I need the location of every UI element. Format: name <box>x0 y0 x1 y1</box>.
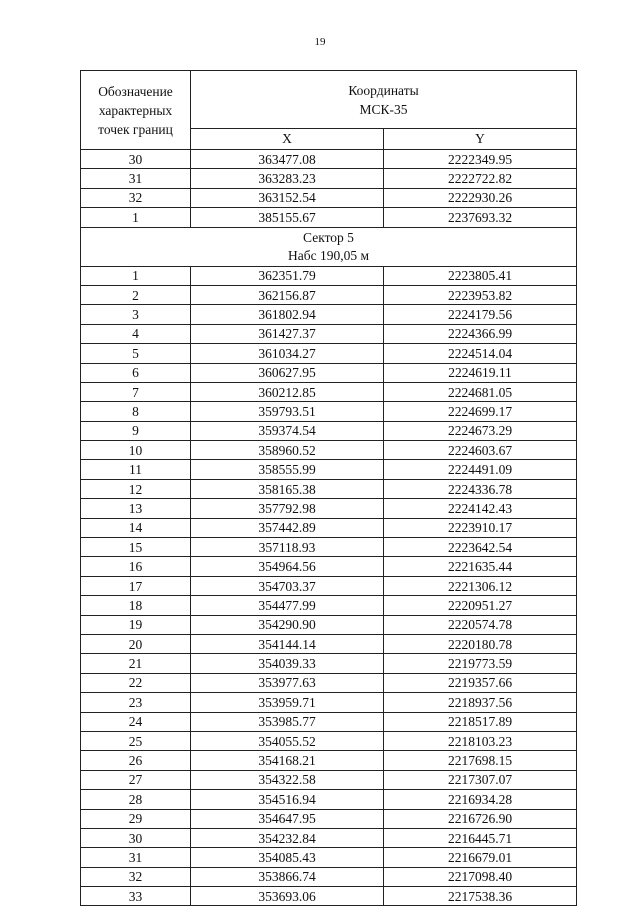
x-coordinate-cell: 357442.89 <box>191 518 384 537</box>
x-coordinate-cell: 354322.58 <box>191 770 384 789</box>
y-coordinate-cell: 2224619.11 <box>384 363 577 382</box>
x-coordinate-cell: 357792.98 <box>191 499 384 518</box>
table-row <box>81 712 577 731</box>
y-coordinate-cell: 2217307.07 <box>384 770 577 789</box>
point-number-cell: 16 <box>81 557 191 576</box>
y-coordinate-cell: 2221306.12 <box>384 576 577 595</box>
table-row <box>81 770 577 789</box>
x-coordinate-cell: 363152.54 <box>191 188 384 207</box>
point-number-cell: 31 <box>81 848 191 867</box>
table-row <box>81 363 577 382</box>
point-number-cell: 32 <box>81 188 191 207</box>
y-coordinate-cell: 2224699.17 <box>384 402 577 421</box>
x-coordinate-cell: 354647.95 <box>191 809 384 828</box>
sector-subtitle: Набс 190,05 м <box>287 247 370 263</box>
x-column-header: X <box>191 129 384 150</box>
point-number-cell: 1 <box>81 266 191 285</box>
x-coordinate-cell: 354964.56 <box>191 557 384 576</box>
y-coordinate-cell: 2217098.40 <box>384 867 577 886</box>
coordinates-table <box>80 70 577 906</box>
y-coordinate-cell: 2220574.78 <box>384 615 577 634</box>
point-number-cell: 26 <box>81 751 191 770</box>
y-coordinate-cell: 2224142.43 <box>384 499 577 518</box>
rows-before-sector <box>81 150 577 228</box>
table-row <box>81 867 577 886</box>
table-row <box>81 731 577 750</box>
point-number-cell: 6 <box>81 363 191 382</box>
table-row <box>81 208 577 227</box>
x-coordinate-cell: 362156.87 <box>191 285 384 304</box>
sector-row <box>81 227 577 266</box>
y-coordinate-cell: 2216934.28 <box>384 790 577 809</box>
x-coordinate-cell: 362351.79 <box>191 266 384 285</box>
table-row <box>81 557 577 576</box>
table-header <box>81 71 577 150</box>
table-row <box>81 693 577 712</box>
y-coordinate-cell: 2223642.54 <box>384 538 577 557</box>
x-coordinate-cell: 361802.94 <box>191 305 384 324</box>
y-coordinate-cell: 2223805.41 <box>384 266 577 285</box>
table-row <box>81 266 577 285</box>
x-coordinate-cell: 360212.85 <box>191 382 384 401</box>
y-coordinate-cell: 2222930.26 <box>384 188 577 207</box>
y-coordinate-cell: 2223953.82 <box>384 285 577 304</box>
y-coordinate-cell: 2224336.78 <box>384 479 577 498</box>
table-row <box>81 150 577 169</box>
sector-title: Сектор 5 <box>303 229 354 245</box>
point-number-cell: 20 <box>81 634 191 653</box>
x-coordinate-cell: 361034.27 <box>191 344 384 363</box>
point-number-cell: 24 <box>81 712 191 731</box>
x-coordinate-cell: 358165.38 <box>191 479 384 498</box>
table-row <box>81 848 577 867</box>
point-number-cell: 13 <box>81 499 191 518</box>
y-coordinate-cell: 2221635.44 <box>384 557 577 576</box>
table-row <box>81 518 577 537</box>
point-number-cell: 29 <box>81 809 191 828</box>
x-coordinate-cell: 363477.08 <box>191 150 384 169</box>
point-number-cell: 15 <box>81 538 191 557</box>
x-coordinate-cell: 358555.99 <box>191 460 384 479</box>
table-row <box>81 441 577 460</box>
table-row <box>81 809 577 828</box>
point-number-cell: 8 <box>81 402 191 421</box>
page-number: 19 <box>314 36 326 48</box>
point-number-cell: 10 <box>81 441 191 460</box>
y-coordinate-cell: 2218517.89 <box>384 712 577 731</box>
point-number-cell: 9 <box>81 421 191 440</box>
y-coordinate-cell: 2222349.95 <box>384 150 577 169</box>
point-number-cell: 28 <box>81 790 191 809</box>
point-number-cell: 5 <box>81 344 191 363</box>
x-coordinate-cell: 353959.71 <box>191 693 384 712</box>
x-coordinate-cell: 359793.51 <box>191 402 384 421</box>
point-label-line-2: характерных <box>98 102 173 118</box>
table-row <box>81 790 577 809</box>
point-number-cell: 32 <box>81 867 191 886</box>
table-row <box>81 344 577 363</box>
y-coordinate-cell: 2224673.29 <box>384 421 577 440</box>
x-coordinate-cell: 354144.14 <box>191 634 384 653</box>
point-number-cell: 1 <box>81 208 191 227</box>
table-row <box>81 402 577 421</box>
rows-after-sector <box>81 266 577 906</box>
table-row <box>81 382 577 401</box>
y-coordinate-cell: 2220180.78 <box>384 634 577 653</box>
x-coordinate-cell: 353985.77 <box>191 712 384 731</box>
y-coordinate-cell: 2224514.04 <box>384 344 577 363</box>
table-row <box>81 499 577 518</box>
point-label-header <box>81 71 191 150</box>
y-coordinate-cell: 2219773.59 <box>384 654 577 673</box>
y-coordinate-cell: 2222722.82 <box>384 169 577 188</box>
y-coordinate-cell: 2218937.56 <box>384 693 577 712</box>
x-coordinate-cell: 354039.33 <box>191 654 384 673</box>
x-coordinate-cell: 358960.52 <box>191 441 384 460</box>
y-column-header: Y <box>384 129 577 150</box>
point-number-cell: 22 <box>81 673 191 692</box>
point-number-cell: 33 <box>81 887 191 906</box>
point-number-cell: 17 <box>81 576 191 595</box>
point-label-line-3: точек границ <box>98 121 173 137</box>
y-coordinate-cell: 2217538.36 <box>384 887 577 906</box>
point-number-cell: 31 <box>81 169 191 188</box>
table-row <box>81 421 577 440</box>
point-number-cell: 27 <box>81 770 191 789</box>
point-label-line-1: Обозначение <box>98 83 173 99</box>
table-row <box>81 576 577 595</box>
y-coordinate-cell: 2219357.66 <box>384 673 577 692</box>
point-number-cell: 30 <box>81 828 191 847</box>
table-row <box>81 634 577 653</box>
y-coordinate-cell: 2224491.09 <box>384 460 577 479</box>
x-coordinate-cell: 357118.93 <box>191 538 384 557</box>
x-coordinate-cell: 354703.37 <box>191 576 384 595</box>
x-coordinate-cell: 354232.84 <box>191 828 384 847</box>
x-coordinate-cell: 361427.37 <box>191 324 384 343</box>
point-number-cell: 4 <box>81 324 191 343</box>
table-row <box>81 887 577 906</box>
x-coordinate-cell: 354085.43 <box>191 848 384 867</box>
table-row <box>81 285 577 304</box>
x-coordinate-cell: 360627.95 <box>191 363 384 382</box>
x-coordinate-cell: 354290.90 <box>191 615 384 634</box>
coords-header <box>191 71 577 129</box>
point-number-cell: 7 <box>81 382 191 401</box>
y-coordinate-cell: 2224366.99 <box>384 324 577 343</box>
table-row <box>81 596 577 615</box>
point-number-cell: 21 <box>81 654 191 673</box>
y-coordinate-cell: 2218103.23 <box>384 731 577 750</box>
table-row <box>81 654 577 673</box>
point-number-cell: 12 <box>81 479 191 498</box>
table-row <box>81 479 577 498</box>
y-coordinate-cell: 2216679.01 <box>384 848 577 867</box>
point-number-cell: 14 <box>81 518 191 537</box>
table-row <box>81 169 577 188</box>
table-row <box>81 188 577 207</box>
table-row <box>81 460 577 479</box>
y-coordinate-cell: 2220951.27 <box>384 596 577 615</box>
table-row <box>81 324 577 343</box>
coords-system: МСК-35 <box>359 101 408 117</box>
y-coordinate-cell: 2224603.67 <box>384 441 577 460</box>
x-coordinate-cell: 354055.52 <box>191 731 384 750</box>
table-row <box>81 673 577 692</box>
x-coordinate-cell: 354168.21 <box>191 751 384 770</box>
point-number-cell: 18 <box>81 596 191 615</box>
point-number-cell: 30 <box>81 150 191 169</box>
x-coordinate-cell: 353977.63 <box>191 673 384 692</box>
x-coordinate-cell: 354477.99 <box>191 596 384 615</box>
x-coordinate-cell: 363283.23 <box>191 169 384 188</box>
point-number-cell: 23 <box>81 693 191 712</box>
x-coordinate-cell: 359374.54 <box>191 421 384 440</box>
point-number-cell: 3 <box>81 305 191 324</box>
point-number-cell: 2 <box>81 285 191 304</box>
table-row <box>81 615 577 634</box>
x-coordinate-cell: 354516.94 <box>191 790 384 809</box>
table-row <box>81 828 577 847</box>
x-coordinate-cell: 353866.74 <box>191 867 384 886</box>
table-row <box>81 538 577 557</box>
x-coordinate-cell: 385155.67 <box>191 208 384 227</box>
y-coordinate-cell: 2237693.32 <box>384 208 577 227</box>
point-number-cell: 19 <box>81 615 191 634</box>
table-row <box>81 751 577 770</box>
sector-section <box>81 227 577 266</box>
y-coordinate-cell: 2217698.15 <box>384 751 577 770</box>
y-coordinate-cell: 2223910.17 <box>384 518 577 537</box>
point-number-cell: 25 <box>81 731 191 750</box>
x-coordinate-cell: 353693.06 <box>191 887 384 906</box>
y-coordinate-cell: 2224179.56 <box>384 305 577 324</box>
y-coordinate-cell: 2216726.90 <box>384 809 577 828</box>
sector-cell <box>81 227 577 266</box>
point-number-cell: 11 <box>81 460 191 479</box>
y-coordinate-cell: 2224681.05 <box>384 382 577 401</box>
table-row <box>81 305 577 324</box>
coords-title: Координаты <box>348 82 419 98</box>
y-coordinate-cell: 2216445.71 <box>384 828 577 847</box>
